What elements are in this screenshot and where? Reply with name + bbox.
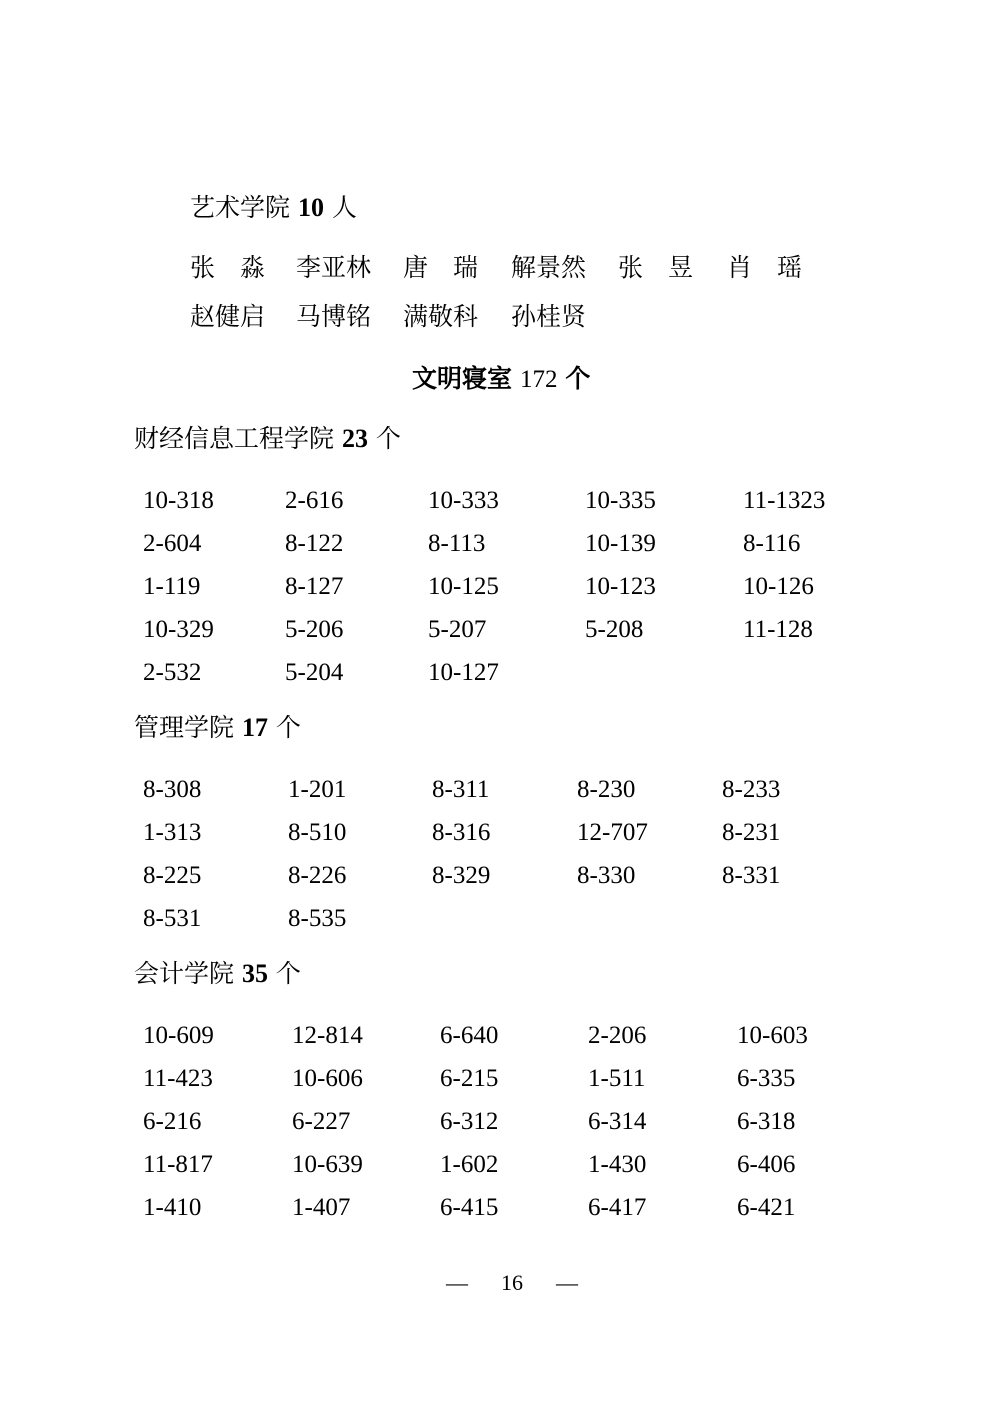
room-number: 1-410 <box>143 1194 202 1221</box>
art-name: 唐 瑞 <box>403 253 479 282</box>
art-name: 张 淼 <box>190 253 266 282</box>
room-number: 10-139 <box>585 530 656 557</box>
title-count: 172 <box>519 366 558 393</box>
section-heading-unit: 个 <box>275 959 301 988</box>
room-number: 6-421 <box>737 1194 796 1221</box>
room-number: 8-329 <box>432 862 491 889</box>
room-number: 10-639 <box>292 1151 363 1178</box>
room-number: 10-603 <box>737 1022 808 1049</box>
room-number: 11-128 <box>743 616 813 643</box>
section-heading-text: 财经信息工程学院 <box>134 424 335 453</box>
room-number: 8-225 <box>143 862 202 889</box>
room-number: 8-226 <box>288 862 347 889</box>
art-name: 满敬科 <box>403 302 479 331</box>
section-heading-text: 会计学院 <box>134 959 235 988</box>
room-number: 6-216 <box>143 1108 202 1135</box>
section-heading <box>134 959 301 989</box>
room-number: 5-208 <box>585 616 644 643</box>
title-text: 文明寝室 <box>412 364 513 393</box>
title-unit: 个 <box>565 364 591 393</box>
room-number: 10-335 <box>585 487 656 514</box>
room-number: 8-331 <box>722 862 781 889</box>
room-number: 1-602 <box>440 1151 499 1178</box>
page-number-footer <box>446 1270 578 1296</box>
room-number: 2-206 <box>588 1022 647 1049</box>
room-number: 8-122 <box>285 530 344 557</box>
room-number: 8-230 <box>577 776 636 803</box>
room-number: 8-311 <box>432 776 490 803</box>
section-heading-unit: 个 <box>275 713 301 742</box>
room-number: 1-407 <box>292 1194 351 1221</box>
room-number: 1-201 <box>288 776 347 803</box>
room-number: 2-616 <box>285 487 344 514</box>
art-name: 李亚林 <box>296 253 372 282</box>
room-number: 8-531 <box>143 905 202 932</box>
art-heading-text: 艺术学院 <box>190 193 291 222</box>
room-number: 10-126 <box>743 573 814 600</box>
room-number: 6-312 <box>440 1108 499 1135</box>
art-name: 马博铭 <box>296 302 372 331</box>
room-number: 1-511 <box>588 1065 646 1092</box>
page-title <box>412 364 590 395</box>
room-number: 8-116 <box>743 530 801 557</box>
room-number: 10-609 <box>143 1022 214 1049</box>
room-number: 12-707 <box>577 819 648 846</box>
room-number: 8-233 <box>722 776 781 803</box>
section-heading <box>134 424 401 454</box>
section-heading-text: 管理学院 <box>134 713 235 742</box>
room-number: 8-127 <box>285 573 344 600</box>
room-number: 11-1323 <box>743 487 826 514</box>
room-number: 10-125 <box>428 573 499 600</box>
room-number: 8-308 <box>143 776 202 803</box>
room-number: 6-215 <box>440 1065 499 1092</box>
room-number: 6-227 <box>292 1108 351 1135</box>
room-number: 1-119 <box>143 573 201 600</box>
room-number: 8-535 <box>288 905 347 932</box>
room-number: 10-318 <box>143 487 214 514</box>
room-number: 11-423 <box>143 1065 213 1092</box>
room-number: 12-814 <box>292 1022 363 1049</box>
art-section-heading <box>190 193 357 223</box>
section-heading-count: 17 <box>241 713 268 742</box>
room-number: 11-817 <box>143 1151 213 1178</box>
room-number: 8-113 <box>428 530 486 557</box>
room-number: 2-604 <box>143 530 202 557</box>
room-number: 1-313 <box>143 819 202 846</box>
room-number: 5-204 <box>285 659 344 686</box>
room-number: 8-510 <box>288 819 347 846</box>
art-name: 赵健启 <box>190 302 266 331</box>
room-number: 10-123 <box>585 573 656 600</box>
art-name: 解景然 <box>511 253 587 282</box>
room-number: 6-318 <box>737 1108 796 1135</box>
room-number: 6-640 <box>440 1022 499 1049</box>
room-number: 10-127 <box>428 659 499 686</box>
room-number: 8-330 <box>577 862 636 889</box>
room-number: 8-316 <box>432 819 491 846</box>
room-number: 10-606 <box>292 1065 363 1092</box>
page-number: 16 <box>501 1270 523 1295</box>
art-name: 孙桂贤 <box>511 302 587 331</box>
room-number: 5-206 <box>285 616 344 643</box>
room-number: 10-333 <box>428 487 499 514</box>
section-heading-count: 35 <box>241 959 268 988</box>
room-number: 8-231 <box>722 819 781 846</box>
footer-dash-right: — <box>556 1270 578 1295</box>
room-number: 10-329 <box>143 616 214 643</box>
room-number: 1-430 <box>588 1151 647 1178</box>
art-heading-count: 10 <box>297 193 324 222</box>
room-number: 6-314 <box>588 1108 647 1135</box>
art-name: 肖 瑶 <box>727 253 803 282</box>
room-number: 6-417 <box>588 1194 647 1221</box>
room-number: 6-335 <box>737 1065 796 1092</box>
art-heading-unit: 人 <box>331 193 357 222</box>
section-heading-count: 23 <box>341 424 368 453</box>
room-number: 5-207 <box>428 616 487 643</box>
room-number: 2-532 <box>143 659 202 686</box>
footer-dash-left: — <box>446 1270 468 1295</box>
section-heading <box>134 713 301 743</box>
room-number: 6-415 <box>440 1194 499 1221</box>
section-heading-unit: 个 <box>375 424 401 453</box>
room-number: 6-406 <box>737 1151 796 1178</box>
art-name: 张 昱 <box>618 253 694 282</box>
